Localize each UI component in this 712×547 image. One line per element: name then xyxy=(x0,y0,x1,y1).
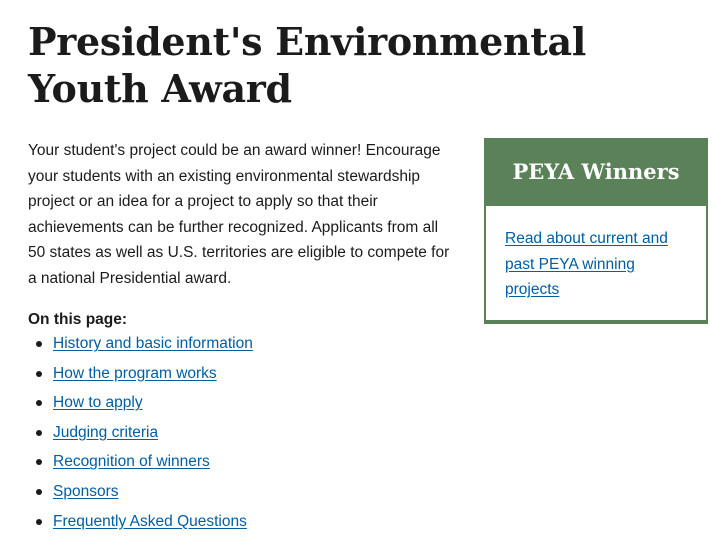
list-item xyxy=(28,333,253,363)
bullet-icon xyxy=(36,341,42,347)
toc-link-recognition[interactable]: Recognition of winners xyxy=(53,453,210,471)
toc-link-history[interactable]: History and basic information xyxy=(53,335,253,352)
bullet-icon xyxy=(36,459,42,465)
list-item xyxy=(28,363,253,393)
list-item xyxy=(28,422,253,452)
page-title: President's Environmental Youth Award xyxy=(28,19,587,111)
on-this-page-label: On this page: xyxy=(28,311,128,328)
bullet-icon xyxy=(36,489,42,495)
toc-link-sponsors[interactable]: Sponsors xyxy=(53,482,119,500)
toc-link-how-to-apply[interactable]: How to apply xyxy=(53,394,143,412)
peya-winners-title: PEYA Winners xyxy=(486,138,706,206)
toc-link-faq[interactable]: Frequently Asked Questions xyxy=(53,512,247,530)
winners-box-bottom-border xyxy=(484,320,708,324)
list-item xyxy=(28,481,253,511)
peya-winners-body xyxy=(486,206,706,303)
toc-link-judging-criteria[interactable]: Judging criteria xyxy=(53,423,159,441)
bullet-icon xyxy=(36,400,42,406)
list-item xyxy=(28,451,253,481)
intro-paragraph: Your student's project could be an award winner! Encourage your students with an existing environmental stewardship project or an idea for a project to apply so that their achievements can be further recognized. Applicants from all 50 states as well as U.S. territories are eligible to compete for a national Presidential award. xyxy=(28,142,450,287)
list-item xyxy=(28,511,253,541)
bullet-icon xyxy=(36,371,42,377)
bullet-icon xyxy=(36,430,42,436)
bullet-icon xyxy=(36,519,42,525)
list-item xyxy=(28,392,253,422)
toc-link-how-it-works[interactable]: How the program works xyxy=(53,364,217,382)
peya-winners-box xyxy=(484,138,708,324)
on-this-page-list xyxy=(28,333,253,540)
peya-winners-link[interactable]: Read about current and past PEYA winning projects xyxy=(505,230,668,299)
